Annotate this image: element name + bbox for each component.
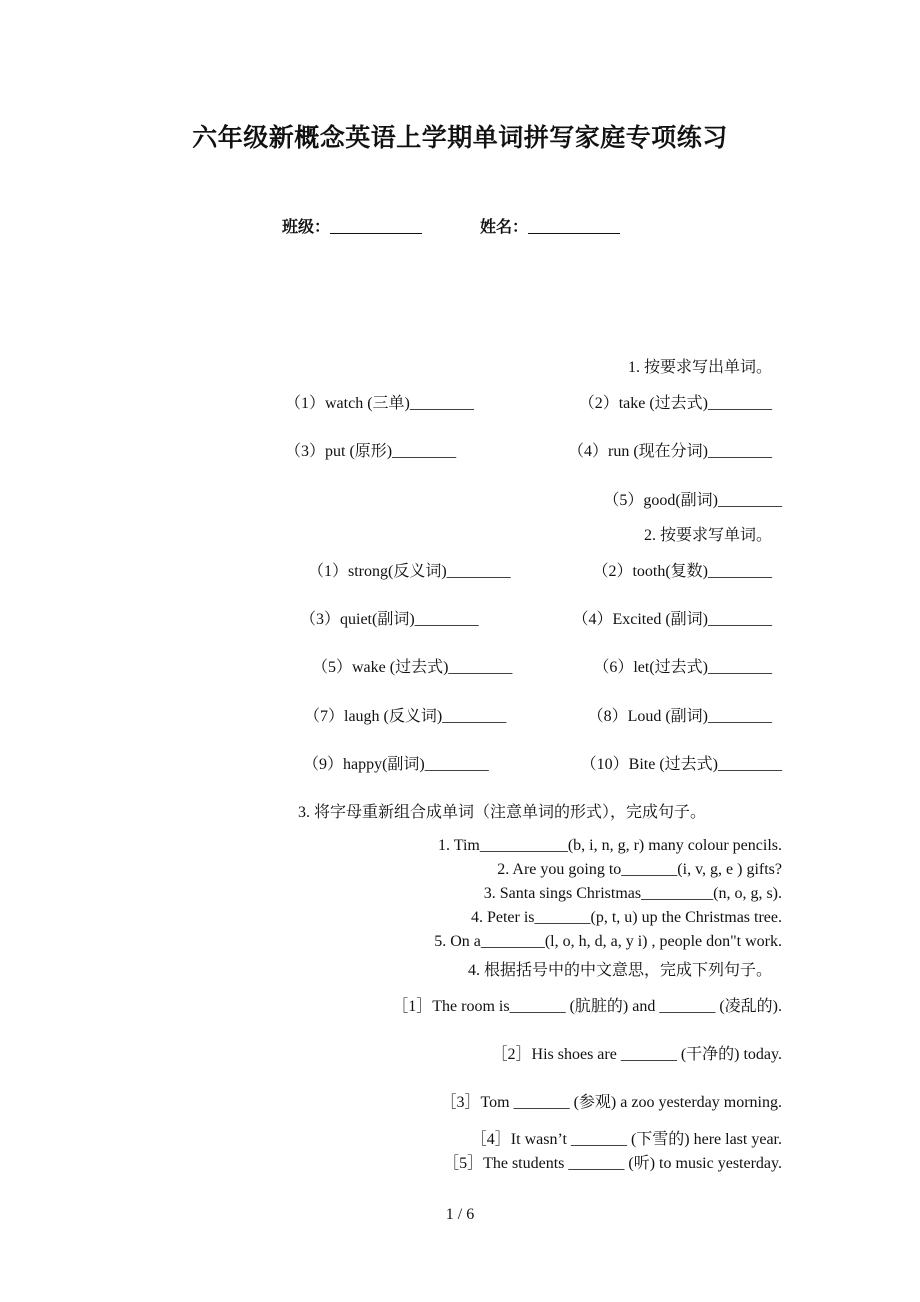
s2-item-1: （1）strong(反义词)________	[308, 563, 511, 580]
s2-item-10: （10）Bite (过去式)________	[580, 756, 782, 773]
s4-item-1: ［1］The room is_______ (肮脏的) and _______ (凌乱的).	[392, 998, 782, 1015]
section4-heading: 4. 根据括号中的中文意思，完成下列句子。	[467, 962, 772, 979]
page-number: 1 / 6	[445, 1206, 475, 1223]
class-label: 班级：	[282, 217, 331, 236]
s4-item-2: ［2］His shoes are _______ (干净的) today.	[491, 1046, 782, 1063]
section3-heading: 3. 将字母重新组合成单词（注意单词的形式），完成句子。	[298, 804, 707, 821]
s3-item-4: 4. Peter is_______(p, t, u) up the Christmas tree.	[470, 909, 782, 926]
page-title: 六年级新概念英语上学期单词拼写家庭专项练习	[192, 123, 728, 152]
s1-item-2: （2）take (过去式)________	[578, 395, 772, 412]
s4-item-4: ［4］It wasn’t _______ (下雪的) here last year.	[470, 1131, 782, 1148]
s2-item-4: （4）Excited (副词)________	[572, 611, 772, 628]
s1-item-5: （5）good(副词)________	[603, 492, 782, 509]
name-blank[interactable]	[528, 233, 620, 234]
s2-item-5: （5）wake (过去式)________	[312, 659, 513, 676]
s3-item-1: 1. Tim___________(b, i, n, g, r) many colour pencils.	[438, 837, 782, 854]
s1-item-1: （1）watch (三单)________	[285, 395, 474, 412]
class-blank[interactable]	[330, 233, 422, 234]
s2-item-7: （7）laugh (反义词)________	[304, 708, 507, 725]
s3-item-5: 5. On a________(l, o, h, d, a, y i) , people don"t work.	[434, 933, 782, 950]
s2-item-9: （9）happy(副词)________	[303, 756, 489, 773]
s2-item-2: （2）tooth(复数)________	[592, 563, 772, 580]
s4-item-3: ［3］Tom _______ (参观) a zoo yesterday morning.	[440, 1094, 782, 1111]
section1-heading: 1. 按要求写出单词。	[627, 359, 772, 376]
s2-item-8: （8）Loud (副词)________	[587, 708, 772, 725]
s2-item-6: （6）let(过去式)________	[593, 659, 772, 676]
s1-item-4: （4）run (现在分词)________	[568, 443, 772, 460]
s3-item-3: 3. Santa sings Christmas_________(n, o, g, s).	[483, 885, 782, 902]
s2-item-3: （3）quiet(副词)________	[300, 611, 479, 628]
s1-item-3: （3）put (原形)________	[285, 443, 457, 460]
section2-heading: 2. 按要求写单词。	[643, 527, 772, 544]
s3-item-2: 2. Are you going to_______(i, v, g, e ) gifts?	[497, 861, 782, 878]
name-label: 姓名：	[480, 217, 529, 236]
class-name-line	[282, 214, 620, 237]
s4-item-5: ［5］The students _______ (听) to music yesterday.	[443, 1155, 782, 1172]
